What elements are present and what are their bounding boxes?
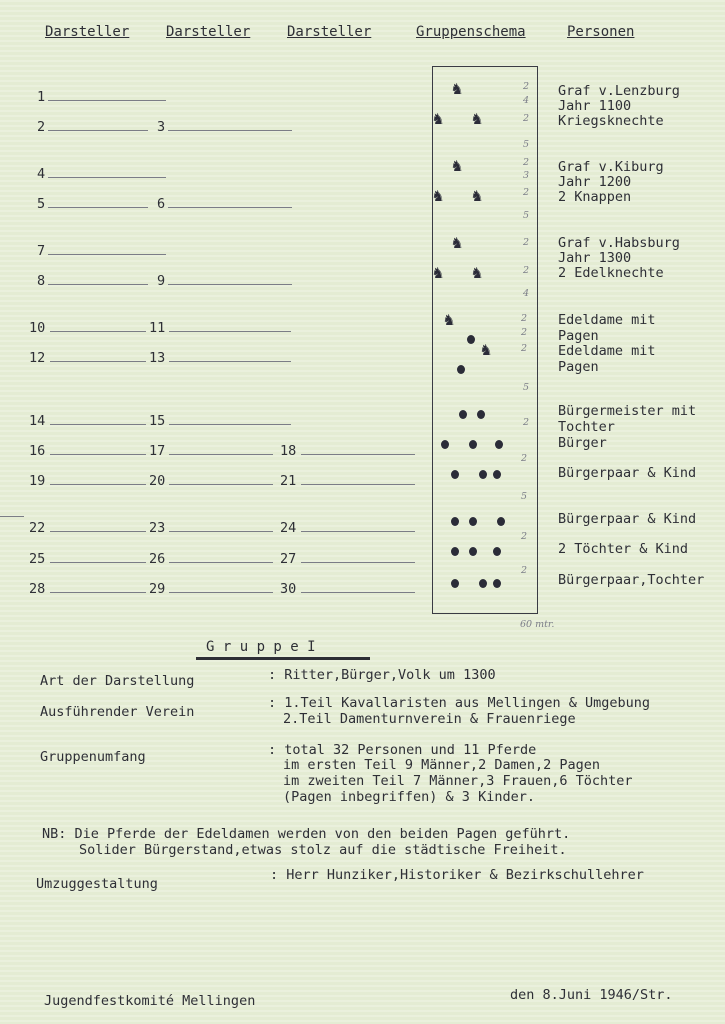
person-dot <box>493 547 501 556</box>
blank-line <box>48 130 148 131</box>
horse-rider-icon: ♞ <box>433 186 444 206</box>
horse-rider-icon: ♞ <box>452 233 463 253</box>
group-title-underline <box>196 657 370 660</box>
roster-number: 8 <box>37 273 46 289</box>
blank-line <box>169 361 291 362</box>
blank-line <box>50 562 146 563</box>
spacing-note: 2 <box>523 237 530 248</box>
spacing-note: 5 <box>521 491 528 502</box>
person-label: Graf v.Habsburg <box>558 235 680 251</box>
committee-signature: Jugendfestkomité Mellingen <box>44 993 256 1009</box>
art-value: : Ritter,Bürger,Volk um 1300 <box>268 667 496 683</box>
blank-line <box>50 592 146 593</box>
blank-line <box>169 424 291 425</box>
blank-line <box>50 531 146 532</box>
verein-value-2: 2.Teil Damenturnverein & Frauenriege <box>283 711 576 727</box>
blank-line <box>168 207 292 208</box>
scheme-length-note: 60 mtr. <box>520 619 555 630</box>
roster-number: 27 <box>280 551 297 567</box>
person-label: Pagen <box>558 359 599 375</box>
person-label: Bürgerpaar & Kind <box>558 465 697 481</box>
person-dot <box>469 440 477 449</box>
person-label: Graf v.Kiburg <box>558 159 664 175</box>
person-dot <box>469 547 477 556</box>
blank-line <box>50 454 146 455</box>
spacing-note: 3 <box>523 170 530 181</box>
blank-line <box>169 562 273 563</box>
blank-line <box>301 484 415 485</box>
horse-rider-icon: ♞ <box>444 310 455 330</box>
person-dot <box>495 440 503 449</box>
blank-line <box>48 100 166 101</box>
spacing-note: 2 <box>523 265 530 276</box>
roster-number: 29 <box>149 581 166 597</box>
person-dot <box>451 470 459 479</box>
blank-line <box>168 284 292 285</box>
person-label: 2 Edelknechte <box>558 265 664 281</box>
blank-line <box>48 177 166 178</box>
roster-number: 17 <box>149 443 166 459</box>
person-label: Edeldame mit <box>558 343 656 359</box>
spacing-note: 4 <box>523 288 530 299</box>
blank-line <box>48 254 166 255</box>
person-label: Jahr 1300 <box>558 250 632 266</box>
person-label: Bürgerpaar,Tochter <box>558 572 705 588</box>
blank-line <box>48 207 148 208</box>
horse-rider-icon: ♞ <box>452 156 463 176</box>
group-title: G r u p p e I <box>206 639 316 655</box>
horse-rider-icon: ♞ <box>481 340 492 360</box>
person-label: 2 Töchter & Kind <box>558 541 689 557</box>
roster-number: 19 <box>29 473 46 489</box>
umfang-value-1: : total 32 Personen und 11 Pferde <box>268 742 537 758</box>
roster-number: 13 <box>149 350 166 366</box>
margin-mark <box>0 516 24 517</box>
roster-number: 22 <box>29 520 46 536</box>
person-dot <box>479 470 487 479</box>
spacing-note: 2 <box>521 313 528 324</box>
roster-number: 24 <box>280 520 297 536</box>
blank-line <box>50 331 146 332</box>
umfang-value-4: (Pagen inbegriffen) & 3 Kinder. <box>283 789 535 805</box>
horse-rider-icon: ♞ <box>433 109 444 129</box>
blank-line <box>301 454 415 455</box>
spacing-note: 4 <box>523 95 530 106</box>
roster-number: 7 <box>37 243 46 259</box>
spacing-note: 2 <box>523 417 530 428</box>
roster-number: 2 <box>37 119 46 135</box>
roster-number: 30 <box>280 581 297 597</box>
person-label: Jahr 1200 <box>558 174 632 190</box>
roster-number: 23 <box>149 520 166 536</box>
spacing-note: 2 <box>523 157 530 168</box>
roster-number: 25 <box>29 551 46 567</box>
spacing-note: 2 <box>523 113 530 124</box>
person-dot <box>459 410 467 419</box>
roster-number: 14 <box>29 413 46 429</box>
umfang-label: Gruppenumfang <box>40 749 146 765</box>
blank-line <box>169 531 273 532</box>
spacing-note: 2 <box>523 81 530 92</box>
person-label: Bürger <box>558 435 607 451</box>
roster-number: 10 <box>29 320 46 336</box>
horse-rider-icon: ♞ <box>472 263 483 283</box>
blank-line <box>169 454 273 455</box>
art-label: Art der Darstellung <box>40 673 195 689</box>
person-dot <box>451 579 459 588</box>
spacing-note: 2 <box>521 343 528 354</box>
person-dot <box>469 517 477 526</box>
group-title-block <box>196 640 370 655</box>
spacing-note: 2 <box>523 187 530 198</box>
blank-line <box>50 424 146 425</box>
umfang-value-3: im zweiten Teil 7 Männer,3 Frauen,6 Töchter <box>283 773 633 789</box>
blank-line <box>48 284 148 285</box>
spacing-note: 5 <box>523 382 530 393</box>
roster-number: 4 <box>37 166 46 182</box>
roster-number: 3 <box>157 119 166 135</box>
horse-rider-icon: ♞ <box>433 263 444 283</box>
verein-label: Ausführender Verein <box>40 704 195 720</box>
header-darsteller-2: Darsteller <box>166 24 251 40</box>
spacing-note: 2 <box>521 327 528 338</box>
header-gruppenschema: Gruppenschema <box>416 24 526 40</box>
horse-rider-icon: ♞ <box>472 186 483 206</box>
person-dot <box>457 365 465 374</box>
roster-number: 18 <box>280 443 297 459</box>
blank-line <box>50 361 146 362</box>
roster-number: 5 <box>37 196 46 212</box>
blank-line <box>50 484 146 485</box>
blank-line <box>169 331 291 332</box>
gestaltung-label: Umzuggestaltung <box>36 876 158 892</box>
group-scheme-box <box>432 66 538 614</box>
person-label: Jahr 1100 <box>558 98 632 114</box>
document-date: den 8.Juni 1946/Str. <box>510 987 673 1003</box>
roster-number: 16 <box>29 443 46 459</box>
person-dot <box>451 517 459 526</box>
roster-number: 26 <box>149 551 166 567</box>
blank-line <box>169 484 273 485</box>
roster-number: 21 <box>280 473 297 489</box>
roster-number: 1 <box>37 89 46 105</box>
person-label: Tochter <box>558 419 615 435</box>
person-dot <box>467 335 475 344</box>
spacing-note: 5 <box>523 139 530 150</box>
blank-line <box>301 562 415 563</box>
roster-number: 9 <box>157 273 166 289</box>
blank-line <box>301 531 415 532</box>
header-darsteller-3: Darsteller <box>287 24 372 40</box>
person-dot <box>451 547 459 556</box>
roster-number: 28 <box>29 581 46 597</box>
blank-line <box>168 130 292 131</box>
person-dot <box>477 410 485 419</box>
header-personen: Personen <box>567 24 635 40</box>
roster-number: 11 <box>149 320 166 336</box>
roster-number: 6 <box>157 196 166 212</box>
spacing-note: 2 <box>521 531 528 542</box>
spacing-note: 2 <box>521 565 528 576</box>
person-dot <box>479 579 487 588</box>
gestaltung-value: : Herr Hunziker,Historiker & Bezirkschullehrer <box>270 867 644 883</box>
nb-line-2: Solider Bürgerstand,etwas stolz auf die städtische Freiheit. <box>79 842 567 858</box>
person-label: Graf v.Lenzburg <box>558 83 680 99</box>
person-label: Bürgermeister mit <box>558 403 697 419</box>
person-label: 2 Knappen <box>558 189 632 205</box>
person-dot <box>493 470 501 479</box>
umfang-value-2: im ersten Teil 9 Männer,2 Damen,2 Pagen <box>283 757 600 773</box>
person-label: Pagen <box>558 328 599 344</box>
person-dot <box>441 440 449 449</box>
person-label: Bürgerpaar & Kind <box>558 511 697 527</box>
roster-number: 15 <box>149 413 166 429</box>
header-darsteller-1: Darsteller <box>45 24 130 40</box>
horse-rider-icon: ♞ <box>472 109 483 129</box>
blank-line <box>301 592 415 593</box>
person-dot <box>493 579 501 588</box>
spacing-note: 2 <box>521 453 528 464</box>
roster-number: 20 <box>149 473 166 489</box>
nb-line-1: NB: Die Pferde der Edeldamen werden von den beiden Pagen geführt. <box>42 826 571 842</box>
person-label: Edeldame mit <box>558 312 656 328</box>
spacing-note: 5 <box>523 210 530 221</box>
person-dot <box>497 517 505 526</box>
roster-number: 12 <box>29 350 46 366</box>
person-label: Kriegsknechte <box>558 113 664 129</box>
verein-value-1: : 1.Teil Kavallaristen aus Mellingen & Umgebung <box>268 695 651 711</box>
blank-line <box>169 592 273 593</box>
horse-rider-icon: ♞ <box>452 79 463 99</box>
